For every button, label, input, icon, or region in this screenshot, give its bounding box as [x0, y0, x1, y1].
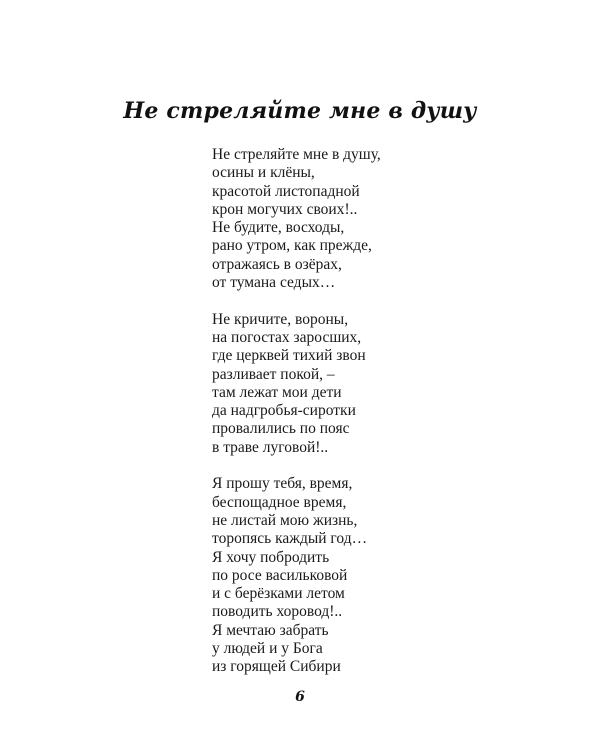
poem-line: из горящей Сибири	[212, 658, 341, 676]
poem-line: красотой листопадной	[212, 182, 360, 200]
poem-line: Я мечтаю забрать	[212, 621, 329, 639]
poem-line: отражаясь в озёрах,	[212, 255, 342, 273]
poem-body	[212, 146, 512, 695]
poem-line: Я хочу побродить	[212, 548, 330, 566]
poem-line: провалились по пояс	[212, 420, 350, 438]
page-number: 6	[295, 689, 305, 705]
poem-line: и с берёзками летом	[212, 585, 345, 603]
stanza-1	[212, 146, 512, 292]
poem-line: Я прошу тебя, время,	[212, 475, 353, 493]
poem-line: не листай мою жизнь,	[212, 511, 358, 529]
poem-line: на погостах заросших,	[212, 328, 362, 346]
poem-line: крон могучих своих!..	[212, 200, 358, 218]
poem-title: Не стреляйте мне в душу	[123, 98, 477, 124]
poem-line: там лежат мои дети	[212, 383, 342, 401]
poem-line: да надгробья-сиротки	[212, 402, 356, 420]
poem-line: рано утром, как прежде,	[212, 237, 372, 255]
poem-line: по росе васильковой	[212, 566, 348, 584]
poem-line: у людей и у Бога	[212, 640, 323, 658]
stanza-2	[212, 311, 512, 457]
poem-line: Не будите, восходы,	[212, 219, 345, 237]
poem-line: разливает покой, –	[212, 365, 335, 383]
poem-line: осины и клёны,	[212, 164, 315, 182]
poem-line: в траве луговой!..	[212, 438, 329, 456]
stanza-3	[212, 475, 512, 676]
poem-line: Не стреляйте мне в душу,	[212, 146, 381, 163]
poem-line: торопясь каждый год…	[212, 530, 368, 548]
poem-line: от тумана седых…	[212, 274, 336, 292]
poem-line: Не кричите, вороны,	[212, 310, 349, 328]
poem-line: поводить хоровод!..	[212, 603, 343, 621]
poem-line: где церквей тихий звон	[212, 347, 366, 365]
poem-line: беспощадное время,	[212, 493, 347, 511]
